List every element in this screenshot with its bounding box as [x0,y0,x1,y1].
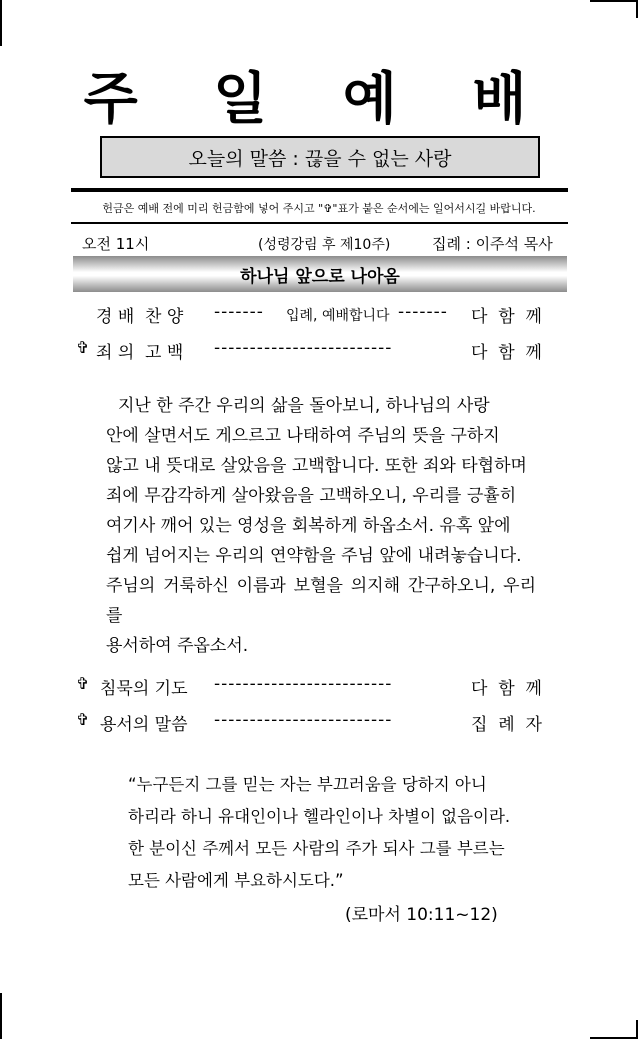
order-dashes: ------- [214,302,264,322]
service-time: 오전 11시 [82,235,150,253]
order-row-praise [76,302,566,328]
order-dashes: ------------------------- [214,674,393,694]
confession-line: 주님의 거룩하신 이름과 보혈을 의지해 간구하오니, 우리를 [106,576,536,626]
confession-line: 않고 내 뜻대로 살았음을 고백합니다. 또한 죄와 타협하며 [106,456,527,476]
order-dashes: ------------------------- [214,338,393,358]
order-row-assurance [76,710,566,736]
divider [71,188,568,192]
confession-line: 죄에 무감각하게 살아왔음을 고백하오니, 우리를 긍휼히 [106,486,517,506]
order-who: 다 함 께 [471,307,542,327]
scripture-line: 하리라 하니 유대인이나 헬라인이나 차별이 없음이라. [128,807,511,826]
section-title: 하나님 앞으로 나아옴 [240,266,400,287]
scripture-line: 모든 사람에게 부요하시도다.” [128,871,344,890]
confession-line: 안에 살면서도 게으르고 나태하여 주님의 뜻을 구하지 [106,426,500,446]
section-banner [73,256,567,292]
cross-icon: ✞ [76,710,90,729]
order-dashes: ------- [398,302,448,322]
order-who: 다 함 께 [471,343,542,363]
crop-mark [590,0,638,2]
confession-text [106,391,536,661]
divider [71,222,568,224]
scripture-line: 한 분이신 주께서 모든 사람의 주가 되사 그를 부르는 [128,839,505,858]
crop-mark [0,993,2,1039]
page-title: 주 일 예 배 [83,67,555,132]
crop-mark [0,0,2,46]
todays-word-box [100,136,540,178]
todays-word: 오늘의 말씀 : 끊을 수 없는 사랑 [188,147,452,170]
order-row-silent-prayer [76,674,566,700]
scripture-reference: (로마서 10:11~12) [345,905,498,925]
order-who: 다 함 께 [471,679,542,699]
confession-line: 여기사 깨어 있는 영성을 회복하게 하옵소서. 유혹 앞에 [106,516,511,536]
confession-line: 지난 한 주간 우리의 삶을 돌아보니, 하나님의 사랑 [118,396,490,416]
order-row-confession [76,338,566,364]
confession-line: 용서하여 주옵소서. [106,636,249,656]
confession-line: 쉽게 넘어지는 우리의 연약함을 주님 앞에 내려놓습니다. [106,546,522,566]
scripture-quote [128,769,528,897]
order-name: 경 배 찬 양 [96,307,184,327]
cross-icon: ✞ [76,338,90,357]
offering-notice: 헌금은 예배 전에 미리 헌금함에 넣어 주시고 "✞"표가 붙은 순서에는 일어서시길 바랍니다. [102,202,536,215]
order-name: 침묵의 기도 [100,679,188,699]
order-who: 집 례 자 [471,715,542,735]
order-dashes: ------------------------- [214,710,393,730]
cross-icon: ✞ [76,674,90,693]
order-hymn: 입례, 예배합니다 [286,308,390,324]
order-name: 용서의 말씀 [100,715,188,735]
scripture-line: “누구든지 그를 믿는 자는 부끄러움을 당하지 아니 [128,775,487,794]
order-name: 죄 의 고 백 [96,343,184,363]
liturgical-season: (성령강림 후 제10주) [258,237,391,253]
presider: 집례 : 이주석 목사 [432,235,553,253]
